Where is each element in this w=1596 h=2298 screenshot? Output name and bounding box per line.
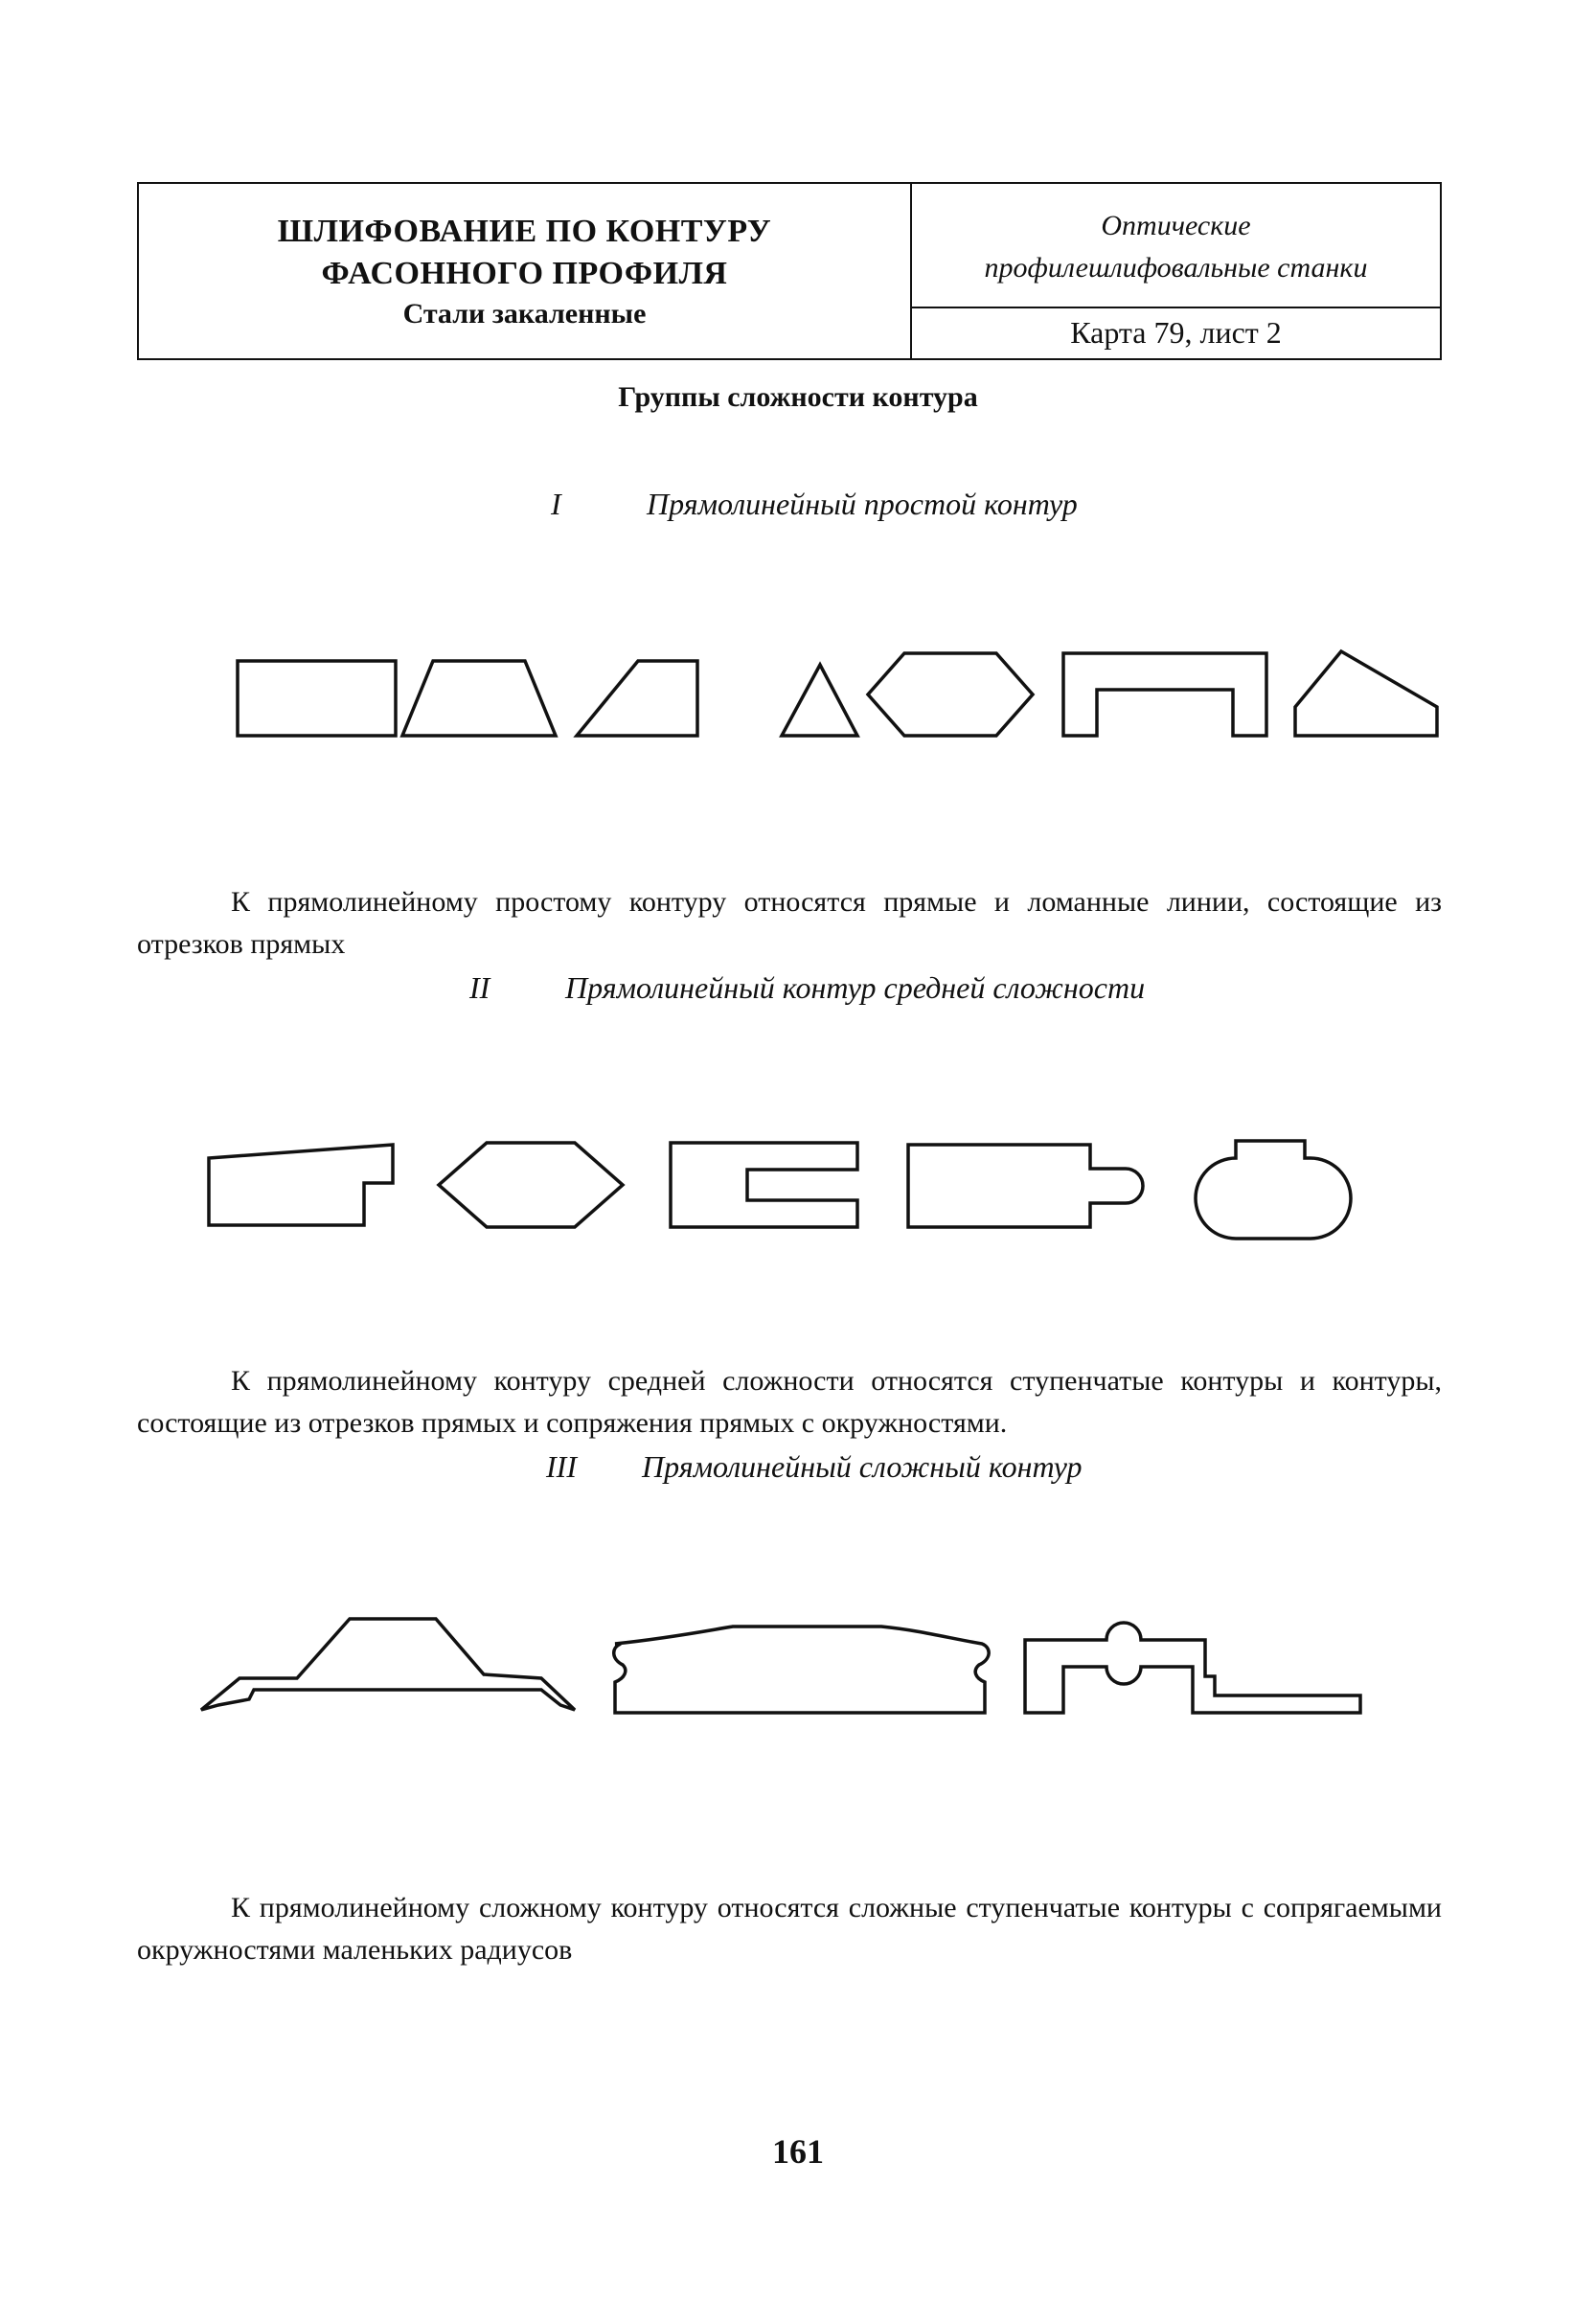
group-roman-3: III	[546, 1449, 577, 1484]
header-title-cell	[139, 184, 912, 358]
rounded-slot-figure	[1196, 1141, 1351, 1239]
group-description-2: К прямолинейному контуру средней сложности относятся ступенчатые контуры и контуры, состоящие из отрезков прямых и сопряжения прямых с окружностями.	[137, 1365, 1442, 1439]
header-card: Карта 79, лист 2	[1070, 315, 1282, 350]
page-number: 161	[772, 2132, 824, 2171]
header-equipment-cell	[912, 184, 1440, 308]
header-equipment-line2: профилешлифовальные станки	[984, 252, 1368, 284]
group-description-1: К прямолинейному простому контуру относятся прямые и ломанные линии, состоящие из отрезков прямых	[137, 886, 1442, 960]
grooved-plank-figure	[614, 1627, 989, 1713]
header-table	[137, 182, 1442, 360]
elongated-hexagon-figure	[439, 1143, 623, 1227]
header-card-cell	[912, 308, 1440, 358]
rectangle-figure	[238, 661, 396, 736]
group-name-2: Прямолинейный контур средней сложности	[565, 970, 1146, 1005]
channel-figure	[1063, 653, 1266, 736]
group-name-3: Прямолинейный сложный контур	[642, 1449, 1083, 1484]
block-with-round-tab-figure	[908, 1145, 1143, 1227]
stepped-block-figure	[209, 1145, 393, 1225]
medium-contour-figures	[0, 1116, 1596, 1240]
group-name-1: Прямолинейный простой контур	[647, 487, 1078, 521]
header-subtitle: Стали закаленные	[402, 298, 647, 330]
group-description-3: К прямолинейному сложному контуру относятся сложные ступенчатые контуры с сопрягаемыми окружностями маленьких радиусов	[137, 1892, 1442, 1966]
header-equipment-line1: Оптические	[1101, 210, 1251, 241]
group-heading-3	[546, 1449, 1083, 1485]
ridged-profile-figure	[201, 1619, 575, 1710]
hexagon-figure	[868, 653, 1033, 736]
right-trapezoid-figure	[577, 661, 697, 736]
c-slot-figure	[671, 1143, 857, 1227]
triangle-figure	[782, 665, 857, 736]
stepped-profile-with-boss-figure	[1025, 1623, 1360, 1713]
simple-contour-figures	[0, 632, 1596, 757]
group-roman-1: I	[551, 487, 561, 521]
header-title-line2: ФАСОННОГО ПРОФИЛЯ	[321, 256, 728, 291]
group-heading-2	[469, 970, 1145, 1006]
pentagon-figure	[1295, 651, 1437, 736]
complex-contour-figures	[0, 1590, 1596, 1724]
section-title: Группы сложности контура	[618, 381, 978, 413]
group-roman-2: II	[469, 970, 490, 1005]
group-heading-1	[551, 487, 1078, 522]
header-title-line1: ШЛИФОВАНИЕ ПО КОНТУРУ	[277, 214, 772, 249]
trapezoid-figure	[402, 661, 556, 736]
